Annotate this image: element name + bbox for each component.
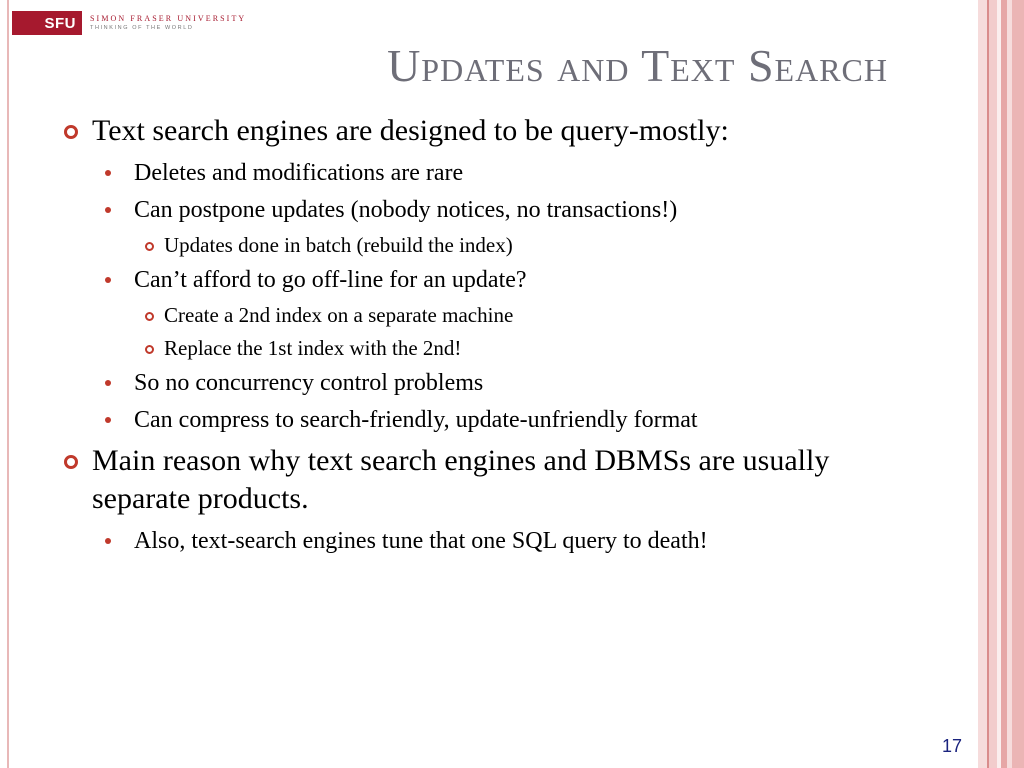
dot-bullet-icon: [105, 277, 111, 283]
bullet-item-level-3: [62, 232, 892, 259]
sfu-logo-mark: SFU: [12, 11, 82, 35]
sfu-logo: [12, 11, 246, 35]
bullet-text: Create a 2nd index on a separate machine: [164, 303, 514, 327]
bullet-text: Also, text-search engines tune that one SQL query to death!: [134, 528, 708, 554]
dot-bullet-icon: [105, 207, 111, 213]
bullet-item-level-2: [62, 195, 892, 226]
logo-tagline: THINKING OF THE WORLD: [90, 25, 194, 31]
bullet-text: Main reason why text search engines and DBMSs are usually separate products.: [92, 444, 830, 515]
circle-bullet-icon: [145, 242, 154, 251]
bullet-text: Deletes and modifications are rare: [134, 160, 464, 186]
bullet-item-level-3: [62, 302, 892, 329]
sfu-logo-text: [90, 14, 246, 32]
bullet-item-level-2: [62, 265, 892, 296]
bullet-text: Replace the 1st index with the 2nd!: [164, 336, 462, 360]
bullet-item-level-3: [62, 335, 892, 362]
bullet-text: Text search engines are designed to be query-mostly:: [92, 114, 729, 147]
slide-body: [62, 112, 892, 563]
page-number: 17: [941, 736, 962, 756]
logo-university-name: SIMON FRASER UNIVERSITY: [90, 14, 247, 23]
dot-bullet-icon: [105, 417, 111, 423]
bullet-item-level-2: [62, 368, 892, 399]
slide-title: Updates and Text Search: [387, 40, 888, 91]
bullet-text: Can compress to search-friendly, update-unfriendly format: [134, 407, 698, 433]
bullet-text: Can’t afford to go off-line for an update?: [134, 267, 527, 293]
bullet-item-level-1: [62, 442, 892, 518]
dot-bullet-icon: [105, 380, 111, 386]
circle-bullet-icon: [64, 125, 78, 139]
bullet-item-level-2: [62, 526, 892, 557]
bullet-text: Updates done in batch (rebuild the index): [164, 233, 513, 257]
circle-bullet-icon: [64, 455, 78, 469]
circle-bullet-icon: [145, 312, 154, 321]
bullet-item-level-1: [62, 112, 892, 150]
left-border-line: [7, 0, 9, 768]
bullet-item-level-2: [62, 405, 892, 436]
right-decorative-stripes: [978, 0, 1024, 768]
circle-bullet-icon: [145, 345, 154, 354]
dot-bullet-icon: [105, 538, 111, 544]
bullet-text: So no concurrency control problems: [134, 370, 484, 396]
dot-bullet-icon: [105, 170, 111, 176]
bullet-text: Can postpone updates (nobody notices, no transactions!): [134, 197, 678, 223]
bullet-item-level-2: [62, 158, 892, 189]
